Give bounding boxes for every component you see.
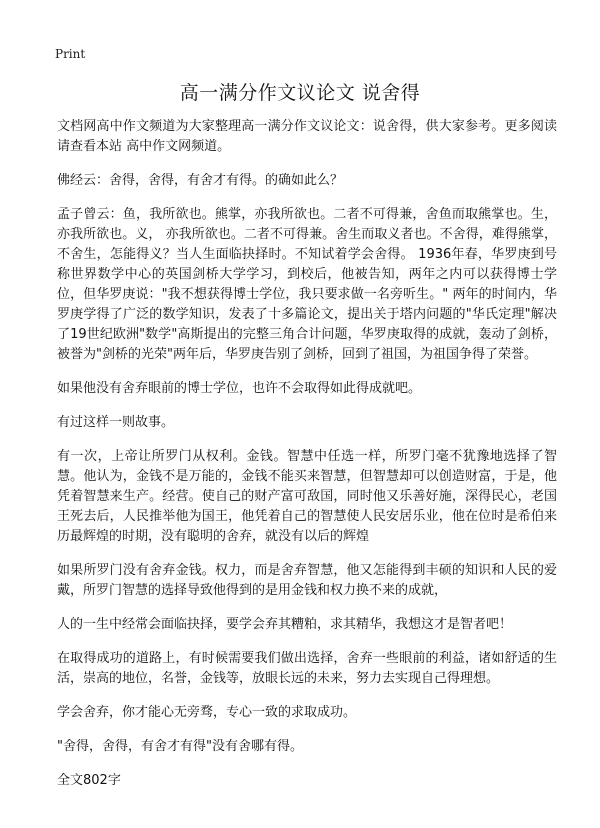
article-paragraph: "舍得，舍得，有舍才有得"没有舍哪有得。: [57, 739, 303, 754]
word-count: 全文802字: [57, 773, 121, 788]
article-paragraph: 在取得成功的道路上，有时候需要我们做出选择，舍弃一些眼前的利益，诸如舒适的生活，崇高的地位，名誉，金钱等，放眼长远的未来，努力去实现自己得理想。: [57, 651, 557, 686]
article-paragraph: 如果所罗门没有舍弃金钱。权力，而是舍弃智慧，他又怎能得到丰硕的知识和人民的爱戴，所罗门智慧的选择导致他得到的是用金钱和权力换不来的成就，: [57, 563, 557, 598]
article-body: [57, 117, 557, 791]
print-link[interactable]: Print: [55, 47, 86, 61]
article-paragraph: 学会舍弃，你才能心无旁骛，专心一致的求取成功。: [57, 705, 357, 720]
article-title: 高一满分作文议论文 说舍得: [179, 82, 421, 104]
intro-paragraph: 文档网高中作文频道为大家整理高一满分作文议论文：说舍得，供大家参考。更多阅读请查看本站 高中作文网频道。: [57, 119, 557, 154]
article-paragraph: 人的一生中经常会面临抉择，要学会弃其糟粕，求其精华，我想这才是智者吧！: [57, 617, 513, 632]
article-paragraph: 有过这样一则故事。: [57, 415, 175, 430]
article-paragraph: 如果他没有舍弃眼前的博士学位，也许不会取得如此得成就吧。: [57, 381, 422, 396]
article-paragraph: 佛经云：舍得，舍得，有舍才有得。的确如此么？: [57, 173, 344, 188]
article-paragraph: 孟子曾云：鱼，我所欲也。熊掌，亦我所欲也。二者不可得兼，舍鱼而取熊掌也。生，亦我所欲也。义， 亦我所欲也。二者不可得兼。舍生而取义者也。不舍得，难得熊掌，不舍生，怎能得义？当人生面临抉择时。不知试着学会舍得。 1936年春，华罗庚到号称世界数学中心的英国剑桥大学学习，到校后，他被告知，两年之内可以获得博士学位，但华罗庚说："我不想获得博士学位，我只要求做一名旁听生。" 两年的时间内，华罗庚学得了广泛的数学知识，发表了十多篇论文，提出关于塔内问题的"华氏定理"解决了19世纪欧洲"数学"高斯提出的完整三角合计问题，华罗庚取得的成就，轰动了剑桥，被誉为"剑桥的光荣"两年后，华罗庚告别了剑桥，回到了祖国，为祖国争得了荣誉。: [57, 207, 557, 362]
article-paragraph: 有一次，上帝让所罗门从权利。金钱。智慧中任选一样，所罗门毫不犹豫地选择了智慧。他认为，金钱不是万能的，金钱不能买来智慧，但智慧却可以创造财富，于是，他凭着智慧来生产。经营。使自己的财产富可敌国，同时他又乐善好施，深得民心，老国王死去后，人民推举他为国王，他凭着自己的智慧使人民安居乐业，他在位时是希伯来历最辉煌的时期，没有聪明的舍弃，就没有以后的辉煌: [57, 449, 557, 544]
